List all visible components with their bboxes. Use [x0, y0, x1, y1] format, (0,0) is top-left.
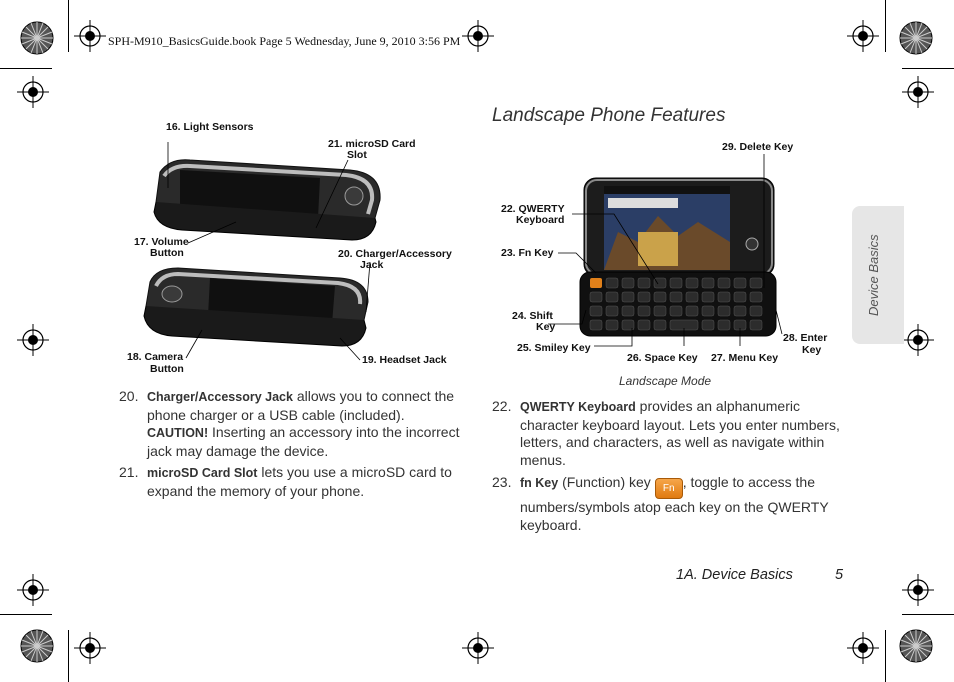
side-tab	[852, 206, 904, 344]
label-shift-key-line1: 24. Shift	[512, 310, 553, 322]
label-camera-button-line2: Button	[150, 363, 184, 375]
item-term: microSD Card Slot	[147, 466, 258, 480]
list-item-microsd-slot	[119, 464, 471, 500]
side-tab-label: Device Basics	[866, 234, 881, 316]
label-qwerty-keyboard-line2: Keyboard	[516, 214, 565, 226]
caution-label: CAUTION!	[147, 426, 209, 440]
caution-text: Inserting an accessory into the incorrect jack may damage the device.	[147, 424, 460, 459]
label-microsd-slot-line2: Slot	[347, 149, 367, 161]
label-fn-key: 23. Fn Key	[501, 247, 554, 259]
item-number: 23.	[492, 474, 512, 490]
figure-caption: Landscape Mode	[619, 374, 712, 388]
label-charger-jack-line2: Jack	[360, 259, 384, 271]
list-item-qwerty-keyboard	[492, 398, 846, 469]
label-volume-button-line2: Button	[150, 247, 184, 259]
item-text: allows you to connect the phone charger or a USB cable (included).	[147, 388, 455, 423]
item-text: provides an alphanumeric character keyboard layout. Lets you enter numbers, letters, and characters, as well as navigate within menus.	[520, 398, 840, 468]
footer-section: 1A. Device Basics	[676, 567, 793, 583]
label-smiley-key: 25. Smiley Key	[517, 342, 591, 354]
label-charger-jack-line1: 20. Charger/Accessory	[338, 248, 452, 260]
label-menu-key: 27. Menu Key	[711, 352, 779, 364]
label-camera-button-line1: 18. Camera	[127, 351, 184, 363]
label-volume-button-line1: 17. Volume	[134, 236, 189, 248]
label-delete-key: 29. Delete Key	[722, 141, 794, 153]
footer-page-number: 5	[835, 567, 844, 583]
list-item-charger-jack	[119, 388, 471, 460]
label-qwerty-keyboard-line1: 22. QWERTY	[501, 203, 565, 215]
item-text: lets you use a microSD card to expand the memory of your phone.	[147, 464, 452, 499]
item-term: fn Key	[520, 476, 559, 490]
item-number: 22.	[492, 398, 512, 414]
label-enter-key-line1: 28. Enter	[783, 332, 828, 344]
item-term: Charger/Accessory Jack	[147, 390, 293, 404]
running-header: SPH-M910_BasicsGuide.book Page 5 Wednesday, June 9, 2010 3:56 PM	[108, 34, 461, 48]
label-headset-jack: 19. Headset Jack	[362, 354, 447, 366]
section-title: Landscape Phone Features	[492, 105, 726, 126]
phone-top-view	[154, 160, 380, 240]
item-text-before: (Function) key	[558, 474, 655, 490]
label-microsd-slot-line1: 21. microSD Card	[328, 138, 416, 150]
item-term: QWERTY Keyboard	[520, 400, 636, 414]
label-space-key: 26. Space Key	[627, 352, 698, 364]
label-shift-key-line2: Key	[536, 321, 556, 333]
item-number: 21.	[119, 464, 139, 480]
label-enter-key-line2: Key	[802, 344, 822, 356]
fn-key-icon: Fn	[655, 478, 683, 499]
item-text-after: , toggle to access the numbers/symbols atop each key on the QWERTY keyboard.	[520, 474, 829, 533]
phone-bottom-view	[144, 268, 368, 346]
list-item-fn-key	[492, 474, 846, 534]
label-light-sensors: 16. Light Sensors	[166, 121, 254, 133]
item-number: 20.	[119, 388, 139, 404]
